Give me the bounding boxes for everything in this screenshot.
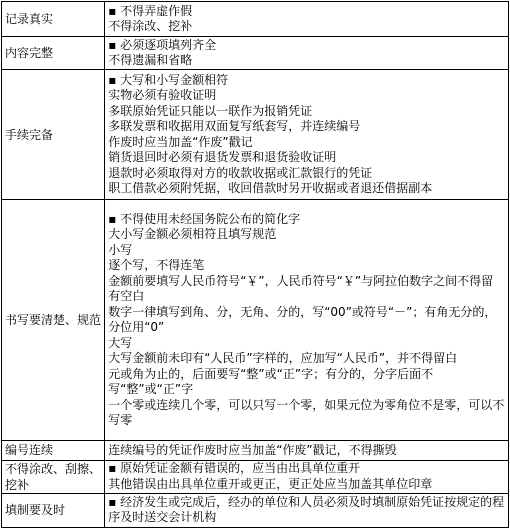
table-row [2, 2, 509, 37]
content-cell [105, 2, 509, 37]
content-line: 大写 [108, 335, 133, 350]
table-row [2, 70, 509, 200]
content-line: 其他错误由出具单位重开或更正，更正处应当加盖其单位印章 [108, 476, 433, 491]
content-line: ▪ 不得使用未经国务院公布的简化字 [108, 211, 301, 226]
content-line: 销货退回时必须有退货发票和退货验收证明 [108, 150, 337, 165]
content-line: 小写 [108, 242, 133, 257]
content-line: 退款时必须取得对方的收款收据或汇款银行的凭证 [108, 165, 373, 180]
category-cell: 书写要清楚、规范 [2, 200, 105, 440]
table-row [2, 440, 509, 460]
content-line: 元或角为止的，后面要写“整”或“正”字；有分的，分字后面不写“整”或“正”字 [108, 366, 434, 397]
content-line: 多联发票和收据用双面复写纸套写，并连续编号 [108, 119, 361, 134]
content-line: 职工借款必须附凭据，收回借款时另开收据或者退还借据副本 [108, 181, 433, 196]
category-cell: 填制要及时 [2, 493, 105, 527]
category-cell: 内容完整 [2, 37, 105, 70]
content-cell [105, 37, 509, 70]
content-line: 多联原始凭证只能以一联作为报销凭证 [108, 103, 313, 118]
table-row [2, 493, 509, 527]
content-cell [105, 493, 509, 527]
voucher-requirements-table [1, 1, 509, 528]
content-line: 不得涂改、挖补 [108, 19, 193, 34]
content-cell [105, 200, 509, 440]
content-line: ▪ 必须逐项填列齐全 [108, 37, 217, 52]
content-line: 逐个写，不得连笔 [108, 258, 205, 273]
content-line: 金额前要填写人民币符号“￥”，人民币符号“￥”与阿拉伯数字之间不得留有空白 [108, 273, 494, 304]
content-line: 大小写金额必须相符且填写规范 [108, 227, 277, 242]
category-cell: 编号连续 [2, 440, 105, 460]
content-line: 数字一律填写到角、分，无角、分的，写“00”或符号“－”；有角无分的，分位用“0” [108, 304, 497, 335]
content-line: 实物必须有验收证明 [108, 88, 217, 103]
content-line: 不得遗漏和省略 [108, 53, 193, 68]
content-cell [105, 460, 509, 493]
category-cell: 记录真实 [2, 2, 105, 37]
content-cell [105, 440, 509, 460]
content-line: ▪ 经济发生或完成后，经办的单位和人员必须及时填制原始凭证按规定的程序及时送交会计机构 [108, 494, 505, 525]
content-line: 作废时应当加盖“作废”戳记 [108, 134, 253, 149]
content-line: 一个零或连续几个零，可以只写一个零，如果元位为零角位不是零，可以不写零 [108, 397, 505, 428]
category-cell: 不得涂改、刮擦、挖补 [2, 460, 105, 493]
table-row [2, 37, 509, 70]
content-line: 连续编号的凭证作废时应当加盖“作废”戳记，不得撕毁 [108, 442, 397, 457]
table-row [2, 460, 509, 493]
content-line: ▪ 大写和小写金额相符 [108, 72, 229, 87]
category-cell: 手续完备 [2, 70, 105, 200]
content-line: 大写金额前未印有“人民币”字样的，应加写“人民币”，并不得留白 [108, 351, 458, 366]
content-line: ▪ 不得弄虚作假 [108, 3, 193, 18]
content-line: ▪ 原始凭证金额有错误的，应当由出具单位重开 [108, 461, 361, 476]
content-cell [105, 70, 509, 200]
table-row [2, 200, 509, 440]
